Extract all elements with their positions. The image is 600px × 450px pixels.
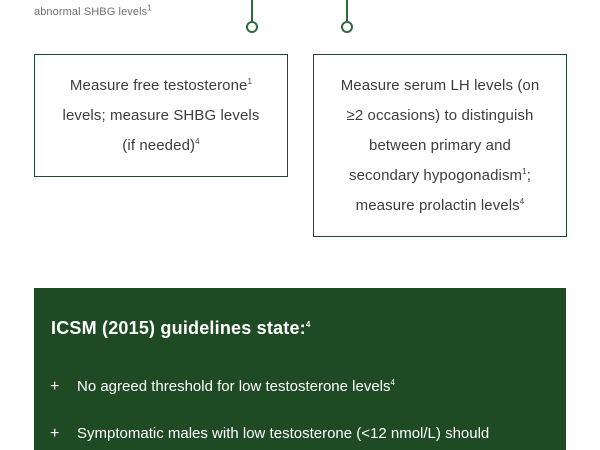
free-testosterone-card (34, 54, 288, 177)
guideline-item-text: Symptomatic males with low testosterone (<12 nmol/L) should (77, 425, 490, 442)
card-left-line-1: Measure free testosterone$^1$ (69, 76, 253, 94)
free-testosterone-card-text (51, 71, 272, 161)
guideline-item-superscript: 4 (390, 378, 395, 387)
connector-line-right (346, 0, 348, 22)
guideline-item-symptomatic (50, 424, 550, 444)
top-note (34, 3, 152, 18)
plus-icon: + (50, 425, 60, 442)
connector-node-left (246, 21, 258, 33)
guideline-item-text: No agreed threshold for low testosterone levels (77, 378, 391, 395)
card-right-line-4: secondary hypogonadism$^1$; (349, 166, 531, 184)
plus-icon: + (50, 378, 60, 395)
card-left-line-3: (if needed)$^4$ (122, 136, 200, 154)
card-right-line-5: measure prolactin levels$^4$ (355, 196, 525, 214)
serum-lh-card (313, 54, 567, 237)
serum-lh-card-text (329, 71, 552, 221)
top-note-superscript: 1 (147, 3, 152, 13)
card-left-line-2: levels; measure SHBG levels (62, 106, 260, 124)
connector-line-left (251, 0, 253, 22)
icsm-guidelines-panel (34, 288, 566, 450)
card-right-line-2: ≥2 occasions) to distinguish (346, 106, 534, 124)
card-right-line-3: between primary and (369, 136, 511, 154)
card-right-line-1: Measure serum LH levels (on (340, 76, 540, 94)
connector-node-right (341, 21, 353, 33)
top-note-text: abnormal SHBG levels (34, 6, 148, 18)
guidelines-title: ICSM (2015) guidelines state:$^4$ (51, 318, 311, 338)
guideline-item-threshold (50, 377, 550, 397)
